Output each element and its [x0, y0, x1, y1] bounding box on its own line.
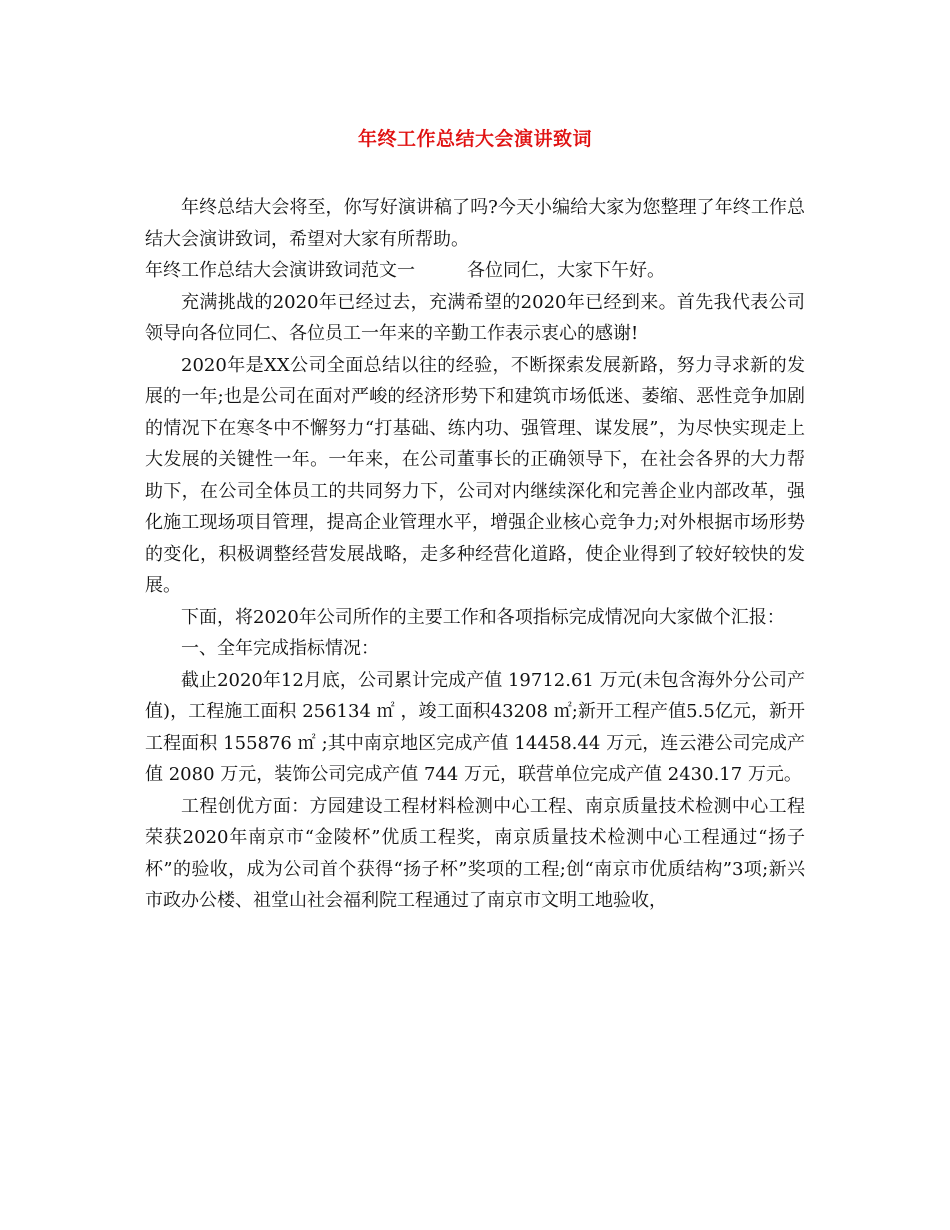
paragraph: 充满挑战的2020年已经过去，充满希望的2020年已经到来。首先我代表公司领导向各位同仁、各位员工一年来的辛勤工作表示衷心的感谢!: [145, 291, 805, 344]
intro-paragraph: 年终总结大会将至，你写好演讲稿了吗?今天小编给大家为您整理了年终工作总结大会演讲致词，希望对大家有所帮助。: [145, 197, 805, 250]
paragraph: 截止2020年12月底，公司累计完成产值 19712.61 万元(未包含海外分公司产值)，工程施工面积 256134 ㎡ ，竣工面积43208 ㎡;新开工程产值5.5亿元，新开工程面积 155876 ㎡ ;其中南京地区完成产值 14458.44 万元，连云港公司完成产值 2080 万元，装饰公司完成产值 744 万元，联营单位完成产值 2430.17 万元。: [145, 669, 805, 785]
greeting: 各位同仁，大家下午好。: [467, 260, 665, 281]
section-heading: 一、全年完成指标情况：: [181, 638, 379, 659]
document-title: 年终工作总结大会演讲致词: [357, 128, 592, 150]
paragraph: 工程创优方面：方园建设工程材料检测中心工程、南京质量技术检测中心工程荣获2020年南京市“金陵杯”优质工程奖，南京质量技术检测中心工程通过“扬子杯”的验收，成为公司首个获得“扬子杯”奖项的工程;创“南京市优质结构”3项;新兴市政办公楼、祖堂山社会福利院工程通过了南京市文明工地验收，: [145, 795, 805, 911]
heading-line: [145, 255, 805, 287]
paragraph: 下面，将2020年公司所作的主要工作和各项指标完成情况向大家做个汇报：: [181, 606, 785, 628]
sample-heading: 年终工作总结大会演讲致词范文一: [145, 260, 415, 281]
paragraph: 2020年是XX公司全面总结以往的经验，不断探索发展新路，努力寻求新的发展的一年;也是公司在面对严峻的经济形势下和建筑市场低迷、萎缩、恶性竞争加剧的情况下在寒冬中不懈努力“打基础、练内功、强管理、谋发展”，为尽快实现走上大发展的关键性一年。一年来，在公司董事长的正确领导下，在社会各界的大力帮助下，在公司全体员工的共同努力下，公司对内继续深化和完善企业内部改革，强化施工现场项目管理，提高企业管理水平，增强企业核心竞争力;对外根据市场形势的变化，积极调整经营发展战略，走多种经营化道路，使企业得到了较好较快的发展。: [145, 354, 805, 596]
document-body: [145, 192, 805, 917]
